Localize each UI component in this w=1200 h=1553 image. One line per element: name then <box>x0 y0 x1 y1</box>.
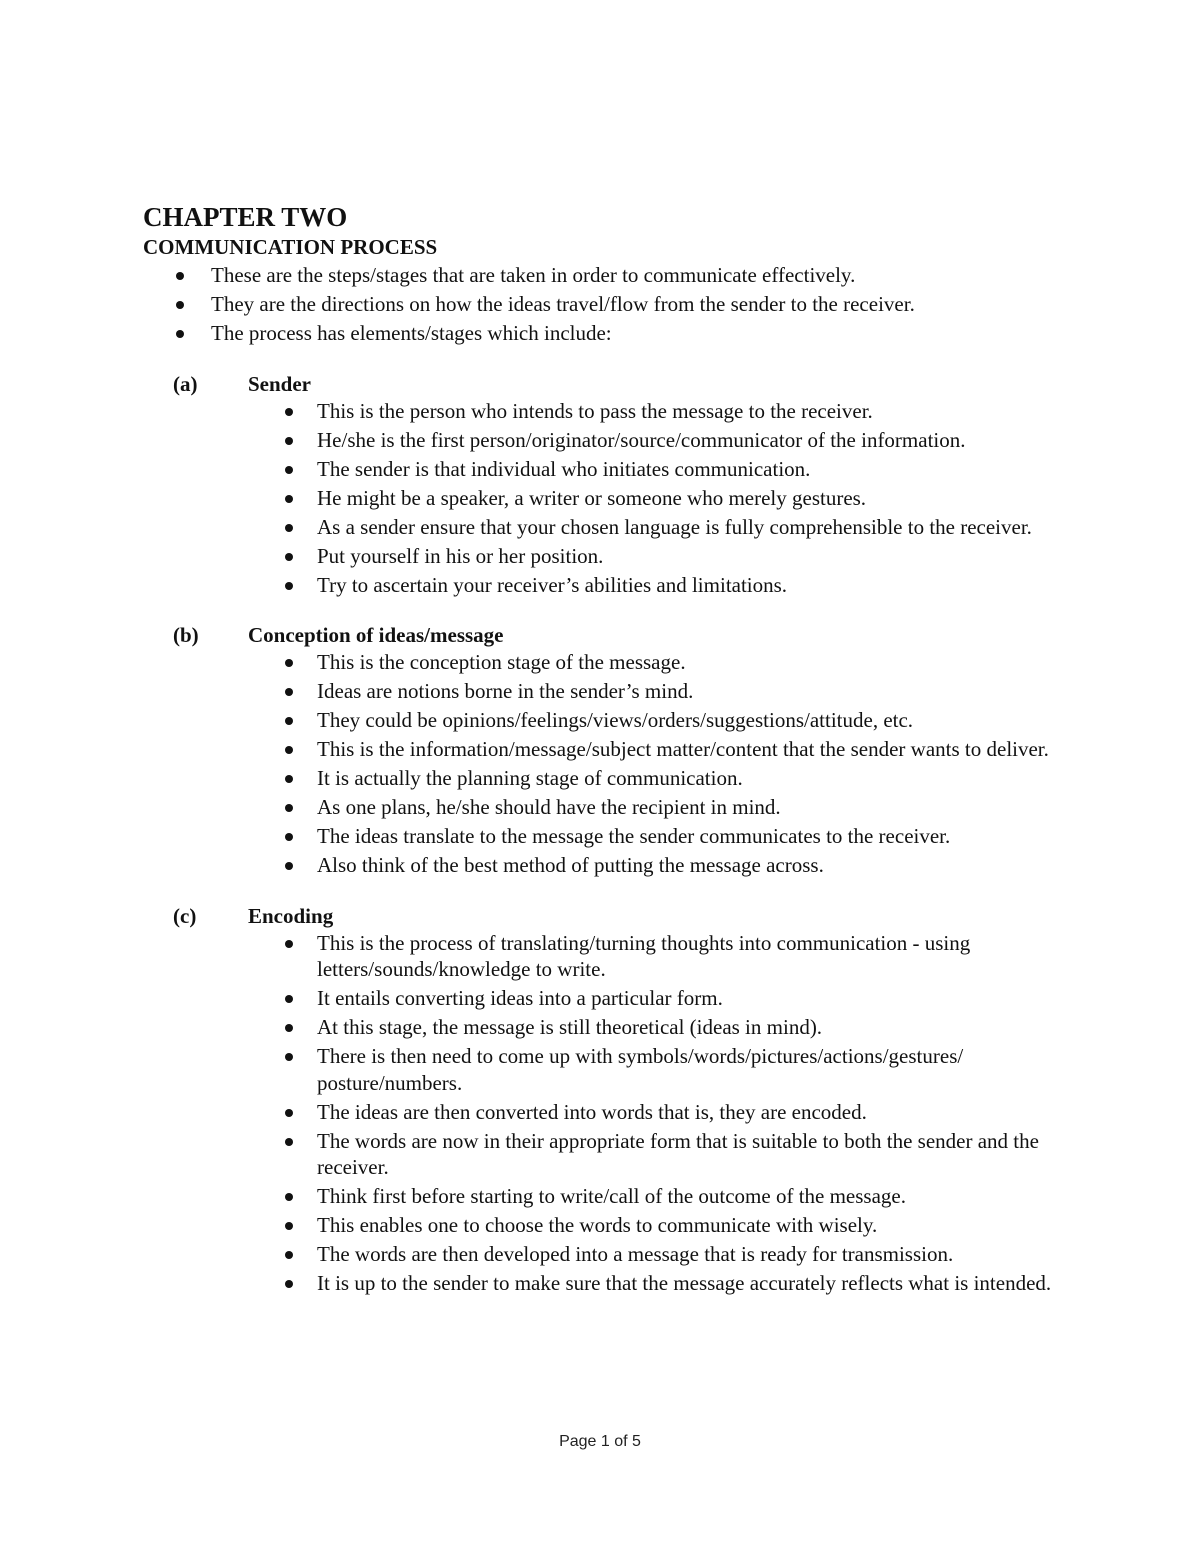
bullet-text: This is the conception stage of the message. <box>317 650 686 674</box>
bullet-icon <box>285 1251 293 1259</box>
bullet-item <box>143 1099 1083 1126</box>
intro-bullet-item <box>143 262 1083 289</box>
bullet-text: This is the information/message/subject matter/content that the sender wants to deliver. <box>317 737 1049 761</box>
bullet-text: These are the steps/stages that are taken in order to communicate effectively. <box>211 263 856 287</box>
bullet-icon <box>285 1109 293 1117</box>
bullet-icon <box>285 582 293 590</box>
subsection-heading <box>143 902 1083 930</box>
bullet-text: They are the directions on how the ideas travel/flow from the sender to the receiver. <box>211 292 915 316</box>
intro-bullet-list <box>143 262 1083 347</box>
bullet-icon <box>285 659 293 667</box>
subsection-sender <box>143 370 1083 599</box>
bullet-icon <box>285 775 293 783</box>
bullet-icon <box>285 833 293 841</box>
bullet-text: Think first before starting to write/call of the outcome of the message. <box>317 1184 906 1208</box>
bullet-icon <box>285 466 293 474</box>
bullet-item <box>143 765 1083 792</box>
bullet-text: Ideas are notions borne in the sender’s mind. <box>317 679 694 703</box>
bullet-text: As one plans, he/she should have the recipient in mind. <box>317 795 781 819</box>
bullet-item <box>143 794 1083 821</box>
bullet-icon <box>285 524 293 532</box>
section-title: COMMUNICATION PROCESS <box>143 235 438 259</box>
bullet-text: They could be opinions/feelings/views/orders/suggestions/attitude, etc. <box>317 708 914 732</box>
bullet-item <box>143 678 1083 705</box>
bullet-icon <box>176 301 184 309</box>
subsection-conception <box>143 621 1083 879</box>
bullet-icon <box>285 688 293 696</box>
bullet-item <box>143 649 1083 676</box>
bullet-text: At this stage, the message is still theoretical (ideas in mind). <box>317 1015 823 1039</box>
bullet-icon <box>285 437 293 445</box>
bullet-text: The ideas translate to the message the sender communicates to the receiver. <box>317 824 951 848</box>
bullet-item <box>143 543 1083 570</box>
bullet-icon <box>285 1024 293 1032</box>
bullet-text: There is then need to come up with symbols/words/pictures/actions/gestures/ posture/numbers. <box>317 1044 964 1095</box>
bullet-text: The process has elements/stages which include: <box>211 321 612 345</box>
bullet-icon <box>285 717 293 725</box>
bullet-item <box>143 930 1083 983</box>
intro-bullet-item <box>143 291 1083 318</box>
bullet-item <box>143 1212 1083 1239</box>
bullet-icon <box>285 862 293 870</box>
bullet-item <box>143 572 1083 599</box>
subsection-heading <box>143 370 1083 398</box>
bullet-text: The words are now in their appropriate form that is suitable to both the sender and the receiver. <box>317 1128 1039 1179</box>
bullet-icon <box>285 804 293 812</box>
subsection-letter: (a) <box>173 371 198 396</box>
bullet-text: It is actually the planning stage of communication. <box>317 766 743 790</box>
bullet-item <box>143 1183 1083 1210</box>
bullet-item <box>143 736 1083 763</box>
subsection-title: Sender <box>248 371 311 396</box>
subsection-letter: (b) <box>173 623 199 647</box>
bullet-text: Put yourself in his or her position. <box>317 543 604 568</box>
bullet-icon <box>285 553 293 561</box>
subsection-title: Conception of ideas/message <box>248 623 504 647</box>
bullet-item <box>143 985 1083 1012</box>
bullet-item <box>143 707 1083 734</box>
bullet-text: Also think of the best method of putting the message across. <box>317 853 824 877</box>
bullet-text: He/she is the first person/originator/source/communicator of the information. <box>317 427 966 452</box>
bullet-icon <box>285 408 293 416</box>
subsection-title: Encoding <box>248 903 334 928</box>
bullet-icon <box>285 1222 293 1230</box>
bullet-text: As a sender ensure that your chosen language is fully comprehensible to the receiver. <box>317 514 1032 539</box>
bullet-item <box>143 514 1083 541</box>
bullet-item <box>143 852 1083 879</box>
bullet-icon <box>285 1138 293 1146</box>
bullet-text: This is the process of translating/turning thoughts into communication - using letters/sounds/knowledge to write. <box>317 930 971 981</box>
bullet-text: He might be a speaker, a writer or someone who merely gestures. <box>317 485 867 510</box>
bullet-icon <box>285 1053 293 1061</box>
bullet-text: The sender is that individual who initiates communication. <box>317 456 811 481</box>
bullet-text: The ideas are then converted into words that is, they are encoded. <box>317 1099 867 1124</box>
bullet-item <box>143 398 1083 425</box>
subsection-bullet-list <box>143 649 1083 879</box>
bullet-item <box>143 485 1083 512</box>
bullet-text: This is the person who intends to pass the message to the receiver. <box>317 398 873 423</box>
intro-bullet-item <box>143 320 1083 347</box>
bullet-item <box>143 1241 1083 1268</box>
bullet-item <box>143 823 1083 850</box>
bullet-icon <box>285 1193 293 1201</box>
bullet-icon <box>285 1280 293 1288</box>
bullet-icon <box>285 746 293 754</box>
bullet-text: It is up to the sender to make sure that the message accurately reflects what is intended. <box>317 1271 1052 1295</box>
bullet-text: This enables one to choose the words to communicate with wisely. <box>317 1213 878 1237</box>
bullet-icon <box>176 272 184 280</box>
bullet-item <box>143 1014 1083 1041</box>
subsection-bullet-list <box>143 398 1083 599</box>
bullet-icon <box>176 330 184 338</box>
bullet-item <box>143 1270 1083 1297</box>
bullet-item <box>143 456 1083 483</box>
bullet-icon <box>285 940 293 948</box>
page-content <box>143 200 1083 1299</box>
subsection-letter: (c) <box>173 903 197 928</box>
bullet-text: The words are then developed into a message that is ready for transmission. <box>317 1242 954 1266</box>
bullet-icon <box>285 495 293 503</box>
bullet-item <box>143 1128 1083 1181</box>
bullet-text: Try to ascertain your receiver’s abilities and limitations. <box>317 572 788 597</box>
page-footer: Page 1 of 5 <box>559 1433 641 1450</box>
bullet-item <box>143 427 1083 454</box>
subsection-heading <box>143 621 1083 649</box>
subsection-encoding <box>143 902 1083 1297</box>
bullet-icon <box>285 995 293 1003</box>
bullet-item <box>143 1043 1083 1096</box>
subsection-bullet-list <box>143 930 1083 1297</box>
bullet-text: It entails converting ideas into a particular form. <box>317 986 723 1010</box>
chapter-title: CHAPTER TWO <box>143 202 348 232</box>
